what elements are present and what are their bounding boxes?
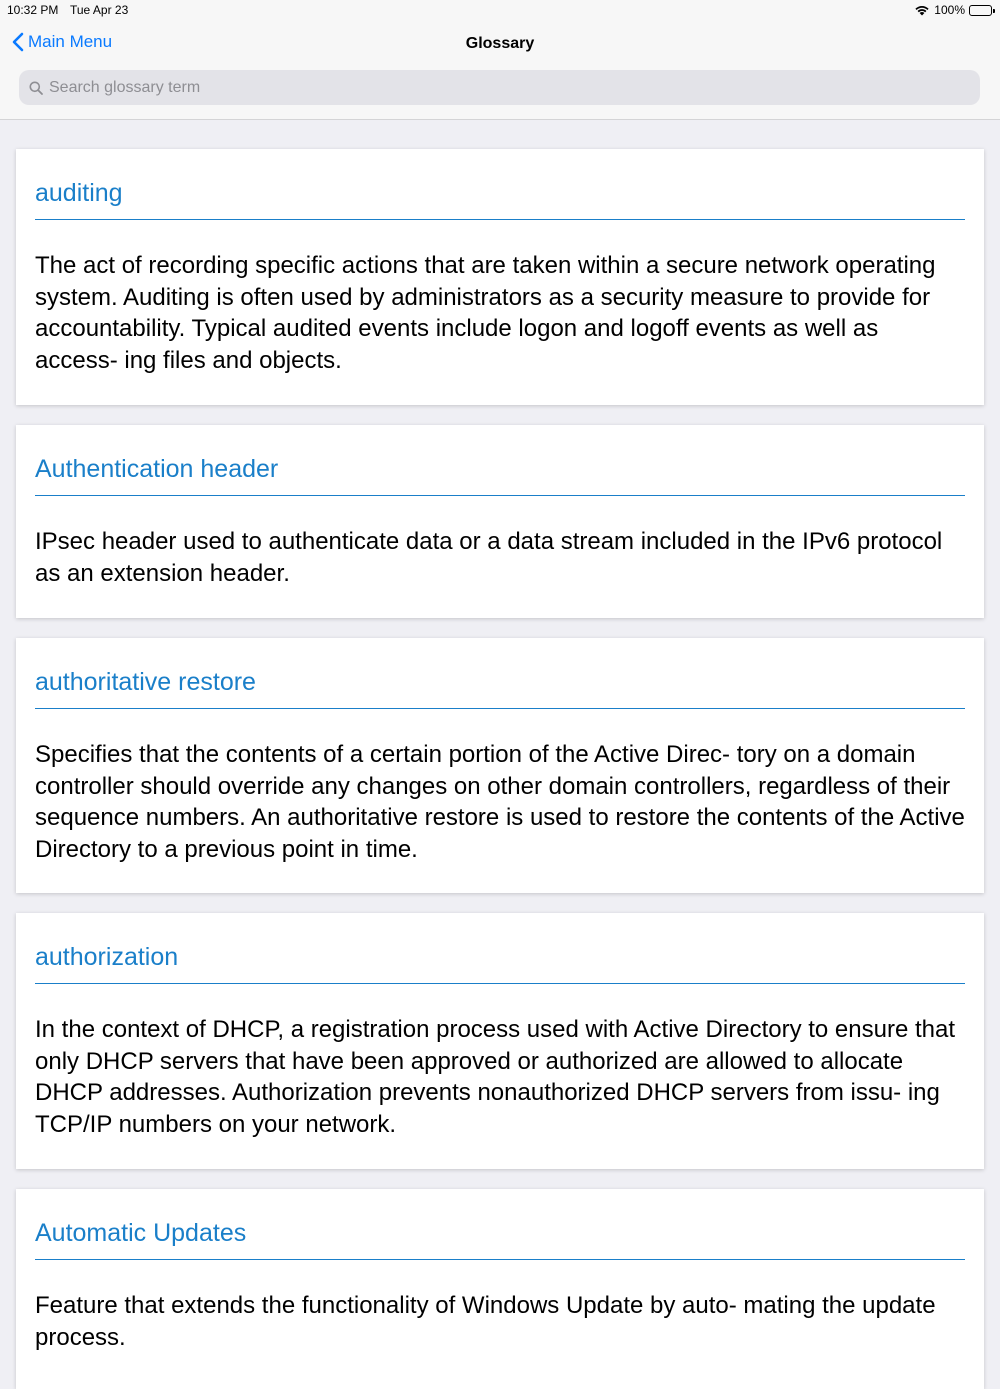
- glossary-term: auditing: [35, 179, 123, 207]
- page-title: Glossary: [465, 35, 535, 52]
- status-bar: [0, 0, 1000, 20]
- term-divider: [35, 219, 965, 220]
- glossary-card-authoritative-restore[interactable]: [16, 638, 984, 893]
- glossary-card-auditing[interactable]: [16, 149, 984, 405]
- glossary-card-automatic-updates[interactable]: [16, 1189, 984, 1389]
- status-date: Tue Apr 23: [70, 3, 129, 17]
- glossary-term: Authentication header: [35, 455, 279, 483]
- top-header: [0, 0, 1000, 120]
- glossary-definition: In the context of DHCP, a registration process used with Active Directory to ensure that only DHCP servers that have been approved or authorized are allowed to allocate DHCP addresses. Authorization prevents nonauthorized DHCP servers from issu- ing TCP/IP numbers on your network.: [35, 1016, 956, 1138]
- wifi-icon: [914, 4, 930, 16]
- glossary-term: Automatic Updates: [35, 1219, 247, 1247]
- glossary-definition: IPsec header used to authenticate data or a data stream included in the IPv6 protocol as an extension header.: [35, 528, 943, 587]
- navigation-bar: [0, 26, 1000, 64]
- back-button-label: Main Menu: [28, 32, 113, 51]
- glossary-definition: The act of recording specific actions that are taken within a secure network operating system. Auditing is often used by administrators as a security measure to provide for accountability. Typical audited events include logon and logoff events as well as access- ing files and objects.: [35, 252, 936, 374]
- glossary-card-authorization[interactable]: [16, 913, 984, 1169]
- status-indicators: [914, 3, 992, 17]
- glossary-definition: Feature that extends the functionality of Windows Update by auto- mating the update process.: [35, 1292, 936, 1351]
- glossary-term: authorization: [35, 943, 179, 971]
- battery-percentage: 100%: [934, 3, 965, 17]
- battery-icon: [969, 5, 992, 16]
- glossary-list[interactable]: [0, 121, 1000, 1351]
- search-input[interactable]: [49, 79, 949, 97]
- term-divider: [35, 1259, 965, 1260]
- term-divider: [35, 708, 965, 709]
- term-divider: [35, 983, 965, 984]
- status-time: 10:32 PM: [7, 3, 59, 17]
- glossary-card-authentication-header[interactable]: [16, 425, 984, 618]
- glossary-definition: Specifies that the contents of a certain portion of the Active Direc- tory on a domain controller should override any changes on other domain controllers, regardless of their sequence numbers. An authoritative restore is used to restore the contents of the Active Directory to a previous point in time.: [35, 741, 965, 863]
- search-bar[interactable]: [19, 70, 980, 105]
- glossary-term: authoritative restore: [35, 668, 256, 696]
- search-icon: [29, 81, 43, 95]
- term-divider: [35, 495, 965, 496]
